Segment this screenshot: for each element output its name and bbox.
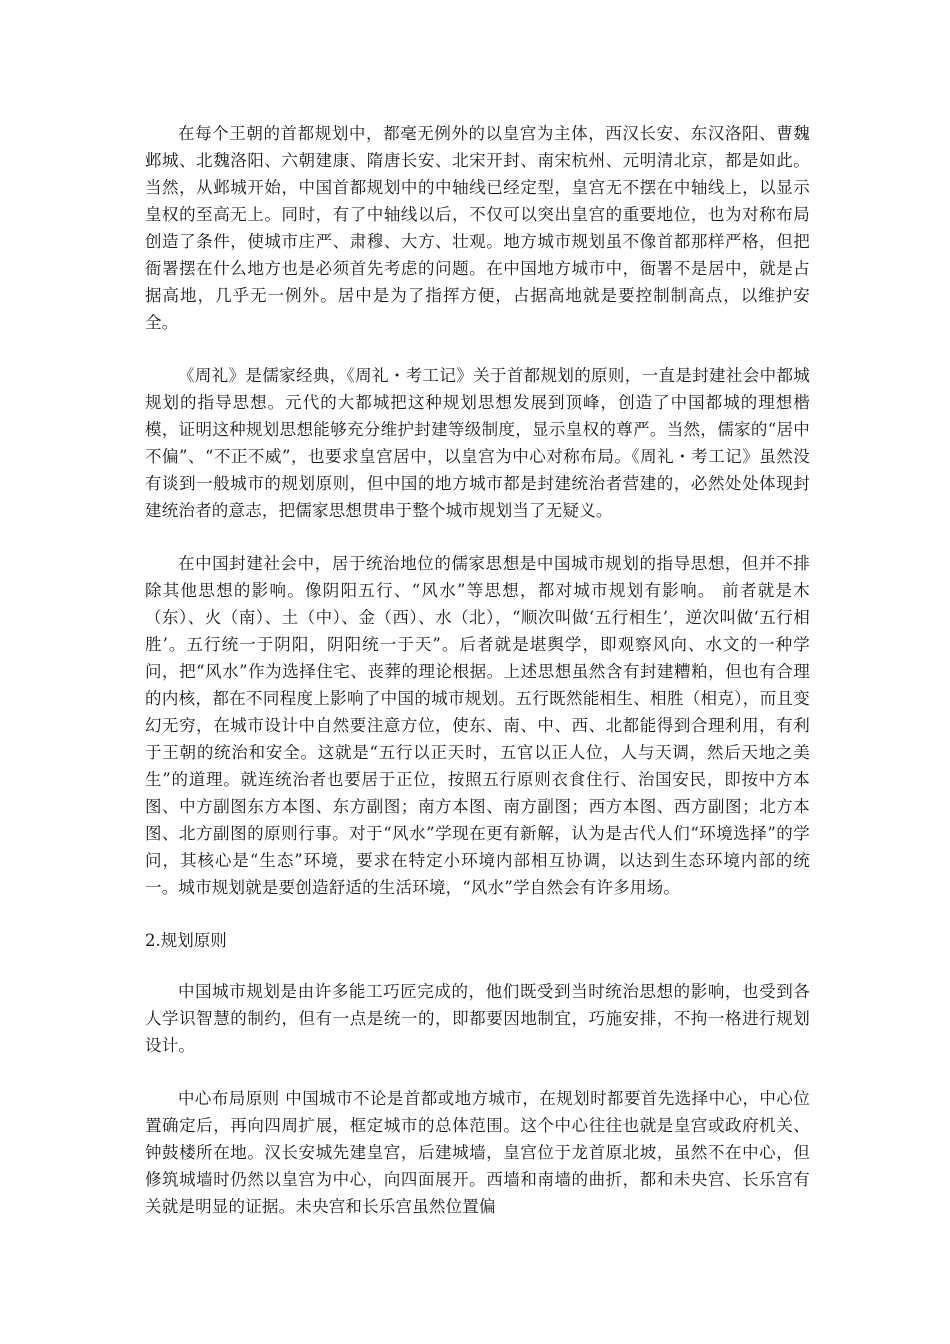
section-heading: 2.规划原则 <box>145 931 227 950</box>
paragraph-wuxing-fengshui: 在中国封建社会中，居于统治地位的儒家思想是中国城市规划的指导思想，但并不排除其他思想的影响。像阴阳五行、“风水”等思想，都对城市规划有影响。 前者就是木（东）、火（南）、土（中）、金（西）、水（北），“顺次叫做‘五行相生’，逆次叫做‘五行相胜’。五行统一于阴阳，阴阳统一于天”。后者就是堪舆学，即观察风向、水文的一种学问，把“风水”作为选择住宅、丧葬的理论根据。上述思想虽然含有封建糟粕，但也有合理的内核，都在不同程度上影响了中国的城市规划。五行既然能相生、相胜（相克），而且变幻无穷，在城市设计中自然要注意方位，使东、南、中、西、北都能得到合理利用，有利于王朝的统治和安全。这就是“五行以正天时，五官以正人位，人与天调，然后天地之美生”的道理。就连统治者也要居于正位，按照五行原则衣食住行、治国安民，即按中方本图、中方副图东方本图、东方副图；南方本图、南方副图；西方本图、西方副图；北方本图、北方副图的原则行事。对于“风水”学现在更有新解，认为是古代人们“环境选择”的学问，其核心是“生态”环境，要求在特定小环境内部相互协调，以达到生态环境内部的统一。城市规划就是要创造舒适的生活环境，“风水”学自然会有许多用场。 <box>145 554 810 897</box>
document-body <box>145 120 810 1246</box>
paragraph-center-layout: 中心布局原则 中国城市不论是首都或地方城市，在规划时都要首先选择中心，中心位置确定后，再向四周扩展，框定城市的总体范围。这个中心往往也就是皇宫或政府机关、钟鼓楼所在地。汉长安城先建皇宫，后建城墙，皇宫位于龙首原北坡，虽然不在中心，但修筑城墙时仍然以皇宫为中心，向四面展开。西墙和南墙的曲折，都和未央宫、长乐宫有关就是明显的证据。未央宫和长乐宫虽然位置偏 <box>145 1089 810 1216</box>
paragraph-capital-planning: 在每个王朝的首都规划中，都毫无例外的以皇宫为主体，西汉长安、东汉洛阳、曹魏邺城、北魏洛阳、六朝建康、隋唐长安、北宋开封、南宋杭州、元明清北京，都是如此。当然，从邺城开始，中国首都规划中的中轴线已经定型，皇宫无不摆在中轴线上，以显示皇权的至高无上。同时，有了中轴线以后，不仅可以突出皇宫的重要地位，也为对称布局创造了条件，使城市庄严、肃穆、大方、壮观。地方城市规划虽不像首都那样严格，但把衙署摆在什么地方也是必须首先考虑的问题。在中国地方城市中，衙署不是居中，就是占据高地，几乎无一例外。居中是为了指挥方便，占据高地就是要控制制高点，以维护安全。 <box>145 124 810 332</box>
paragraph-planning-principles: 中国城市规划是由许多能工巧匠完成的，他们既受到当时统治思想的影响，也受到各人学识智慧的制约，但有一点是统一的，即都要因地制宜，巧施安排，不拘一格进行规划设计。 <box>145 982 810 1055</box>
paragraph-zhouli: 《周礼》是儒家经典，《周礼・考工记》关于首都规划的原则，一直是封建社会中都城规划的指导思想。元代的大都城把这种规划思想发展到顶峰，创造了中国都城的理想楷模，证明这种规划思想能够充分维护封建等级制度，显示皇权的尊严。当然，儒家的“居中不偏”、“不正不威”，也要求皇宫居中，以皇宫为中心对称布局。《周礼・考工记》虽然没有谈到一般城市的规划原则，但中国的地方城市都是封建统治者营建的，必然处处体现封建统治者的意志，把儒家思想贯串于整个城市规划当了无疑义。 <box>145 366 810 520</box>
